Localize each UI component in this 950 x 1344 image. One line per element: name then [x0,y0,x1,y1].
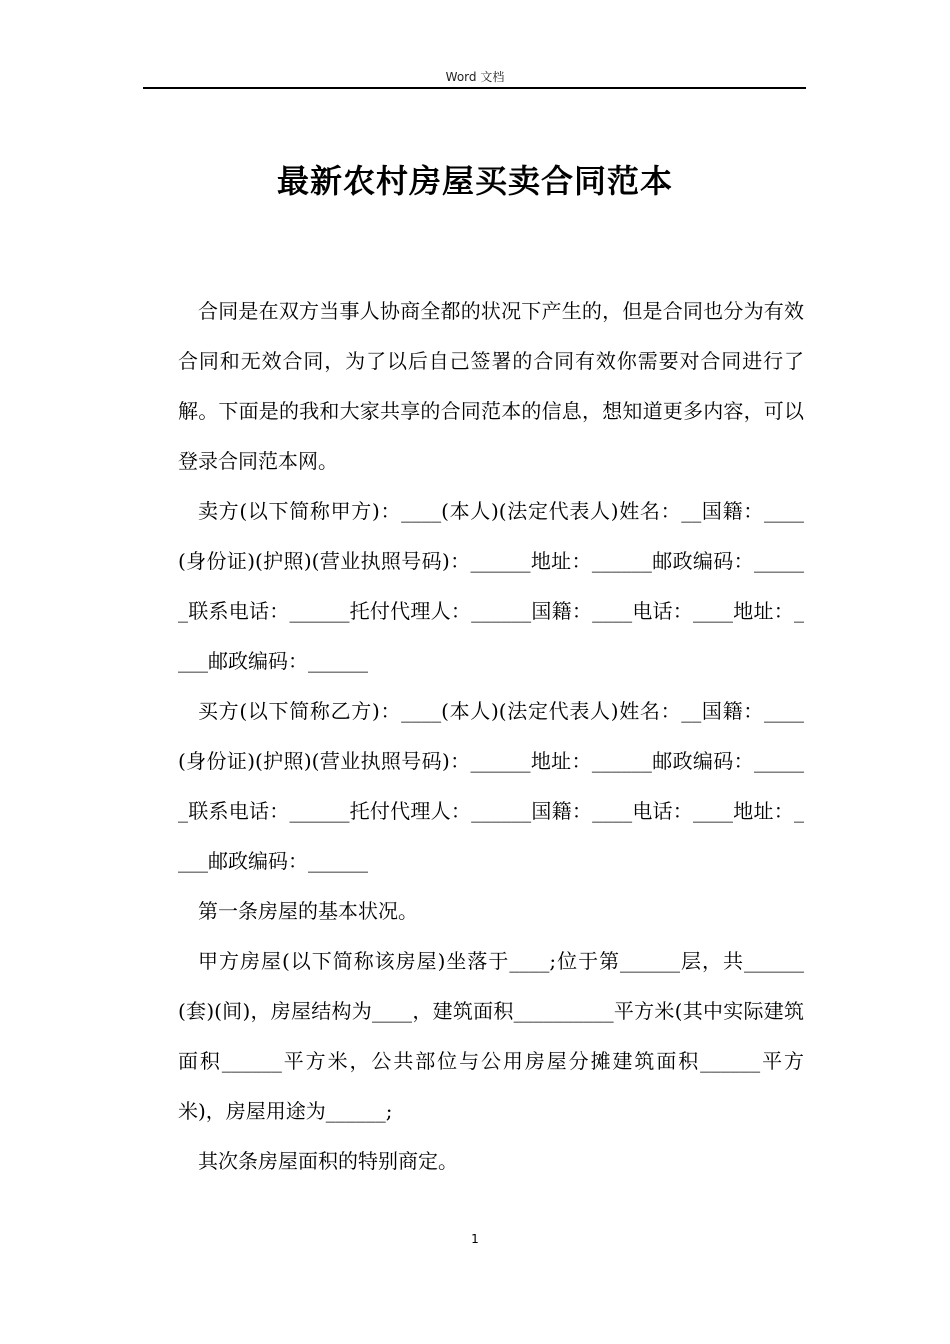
paragraph-intro: 合同是在双方当事人协商全都的状况下产生的，但是合同也分为有效合同和无效合同，为了以后自己签署的合同有效你需要对合同进行了解。下面是的我和大家共享的合同范本的信息，想知道更多内容，可以登录合同范本网。 [178,299,804,473]
paragraph-buyer: 买方(以下简称乙方)：____(本人)(法定代表人)姓名：__国籍：____(身份证)(护照)(营业执照号码)：______地址：______邮政编码：______联系电话：______托付代理人：______国籍：____电话：____地址：____邮政编码：______ [178,699,804,873]
page-number: 1 [471,1232,479,1246]
document-title: 最新农村房屋买卖合同范本 [276,162,673,200]
paragraph-article-1-heading: 第一条房屋的基本状况。 [198,899,418,923]
header-divider [143,87,806,89]
document-body [178,286,804,1186]
page-header-label: Word 文档 [445,70,505,84]
paragraph-article-2-heading: 其次条房屋面积的特别商定。 [198,1149,458,1173]
paragraph-seller: 卖方(以下简称甲方)：____(本人)(法定代表人)姓名：__国籍：____(身份证)(护照)(营业执照号码)：______地址：______邮政编码：______联系电话：______托付代理人：______国籍：____电话：____地址：____邮政编码：______ [178,499,804,673]
paragraph-article-1-body: 甲方房屋(以下简称该房屋)坐落于____;位于第______层，共______(套)(间)，房屋结构为____，建筑面积__________平方米(其中实际建筑面积______平方米，公共部位与公用房屋分摊建筑面积______平方米)，房屋用途为______; [178,949,804,1123]
